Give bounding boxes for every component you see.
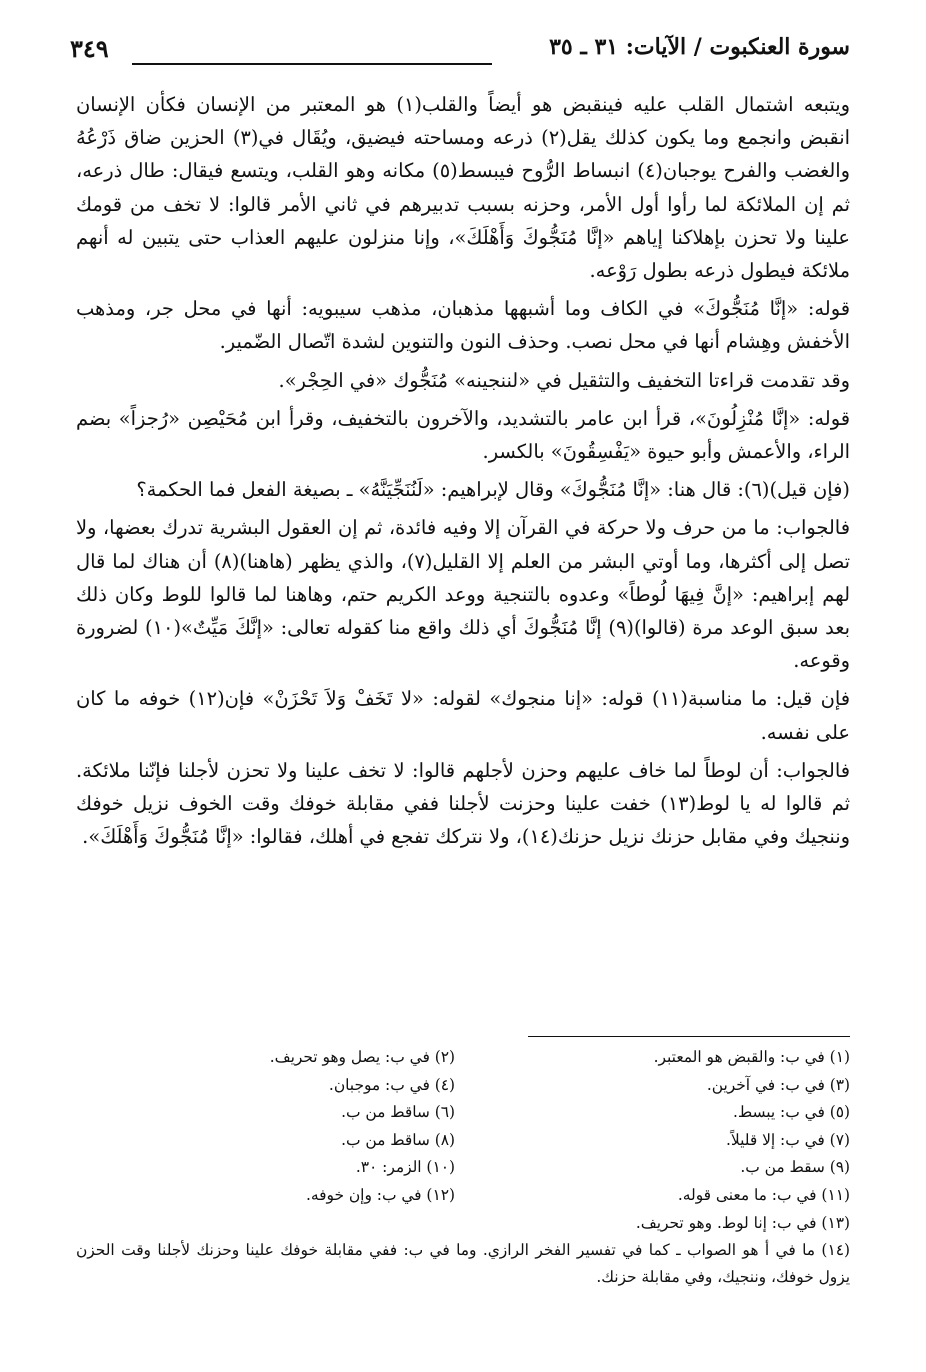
paragraph: (فإن قيل)(٦): قال هنا: «إنَّا مُنَجُّوكَ» وقال لإبراهيم: «لَنُنَجِّيَنَّهُ» ـ بصيغة الفعل فما الحكمة؟: [136, 478, 850, 502]
footnote: (١٣) في ب: إنا لوط. وهو تحريف.: [635, 1213, 850, 1232]
header-rule: [132, 63, 492, 65]
paragraph: فإن قيل: ما مناسبة(١١) قوله: «إنا منجوك» لقوله: «لا تَخَفْ وَلاَ تَحْزَنْ» فإن(١٢) خوفه ما كان على نفسه.: [76, 687, 850, 744]
footnote-rule: [528, 1036, 850, 1037]
paragraph: قوله: «إنَّا مُنَجُّوكَ» في الكاف وما أشبهها مذهبان، مذهب سيبويه: أنها في محل جر، ومذهب الأخفش وهِشام أنها في محل نصب. وحذف النون والتنوين لشدة اتّصال الضّمير.: [76, 297, 850, 354]
footnote: (١٤) ما في أ هو الصواب ـ كما في تفسير الفخر الرازي. وما في ب: ففي مقابلة خوفك علينا وحزنك لأجلنا وقت الحزن يزول خوفك، وننجيك، وفي مقابلة حزنك.: [76, 1241, 850, 1286]
main-text: [76, 88, 850, 853]
footnote: (١١) في ب: ما معنى قوله.: [677, 1185, 850, 1204]
footnote: (٤) في ب: موجبان.: [328, 1075, 455, 1094]
footnote: (٧) في ب: إلا قليلاً.: [726, 1130, 850, 1149]
footnote: (١٠) الزمر: ٣٠.: [355, 1158, 455, 1177]
page-number: ٣٤٩: [70, 34, 109, 63]
running-title: سورة العنكبوت / الآيات: ٣١ ـ ٣٥: [549, 34, 850, 60]
paragraph: فالجواب: ما من حرف ولا حركة في القرآن إلا وفيه فائدة، ثم إن العقول البشرية تدرك بعضها، ولا تصل إلى أكثرها، وما أوتي البشر من العلم إلا القليل(٧)، والذي يظهر (هاهنا)(٨) أن هناك لما قال لهم إبراهيم: «إنَّ فِيهَا لُوطاً» وعدوه بالتنجية ووعد الكريم حتم، وهاهنا لما قالوا للوط وكان ذلك بعد سبق الوعد مرة (قالوا)(٩) إنَّا مُنَجُّوكَ أي ذلك واقع منا كقوله تعالى: «إنَّكَ مَيِّتٌ»(١٠) لضرورة وقوعه.: [76, 516, 850, 673]
footnote-grid: [76, 1044, 850, 1210]
paragraph: فالجواب: أن لوطاً لما خاف عليهم وحزن لأجلهم قالوا: لا تخف علينا ولا تحزن لأجلنا فإنّنا ملائكة. ثم قالوا له يا لوط(١٣) خفت علينا وحزنت لأجلنا ففي مقابلة خوفك وقت الخوف نزيل خوفك وننجيك وفي مقابل حزنك نزيل حزنك(١٤)، ولا نتركك تفجع في أهلك، فقالوا: «إنَّا مُنَجُّوكَ وَأَهْلَكَ».: [76, 758, 850, 849]
footnote: (٥) في ب: يبسط.: [733, 1103, 850, 1122]
footnote: (٣) في ب: في آخرين.: [706, 1075, 850, 1094]
footnote: (٨) ساقط من ب.: [341, 1130, 455, 1149]
footnote: (١) في ب: والقبض هو المعتبر.: [653, 1048, 850, 1066]
footnote: (٩) سقط من ب.: [740, 1158, 850, 1177]
paragraph: ويتبعه اشتمال القلب عليه فينقبض هو أيضاً والقلب(١) هو المعتبر من الإنسان فكأن الإنسان انقبض وانجمع وما يكون كذلك يقل(٢) ذرعه ومساحته فيضيق، ويُقَال في(٣) الحزين ضاق ذَرْعُهُ والغضب والفرح يوجبان(٤) انبساط الرُّوح فيبسط(٥) مكانه وهو القلب، ويتسع فيقال: طال ذرعه، ثم إن الملائكة لما رأوا أول الأمر، وحزنه بسبب تدبيرهم في ثاني الأمر قالوا: لا تخف من قومك علينا ولا تحزن بإهلاكنا إياهم «إنَّا مُنَجُّوكَ وَأَهْلَكَ»، وإنا منزلون عليهم العذاب حتى يتبين له أنهم ملائكة فيطول ذرعه بطول رَوْعه.: [76, 93, 851, 283]
page-header: [70, 32, 850, 72]
paragraph: وقد تقدمت قراءتا التخفيف والتثقيل في «لننجينه» مُنَجُّوك «في الحِجْر».: [278, 368, 850, 392]
footnotes: [76, 1044, 850, 1290]
footnote: (٢) في ب: يصل وهو تحريف.: [269, 1048, 455, 1066]
footnote: (٦) ساقط من ب.: [341, 1103, 455, 1122]
footnote: (١٢) في ب: وإن خوفه.: [306, 1185, 455, 1204]
paragraph: قوله: «إنَّا مُنْزِلُونَ»، قرأ ابن عامر بالتشديد، والآخرون بالتخفيف، وقرأ ابن مُحَيْصِن «رُجزاً» بضم الراء، والأعمش وأبو حيوة «يَفْسِقُونَ» بالكسر.: [76, 406, 850, 464]
